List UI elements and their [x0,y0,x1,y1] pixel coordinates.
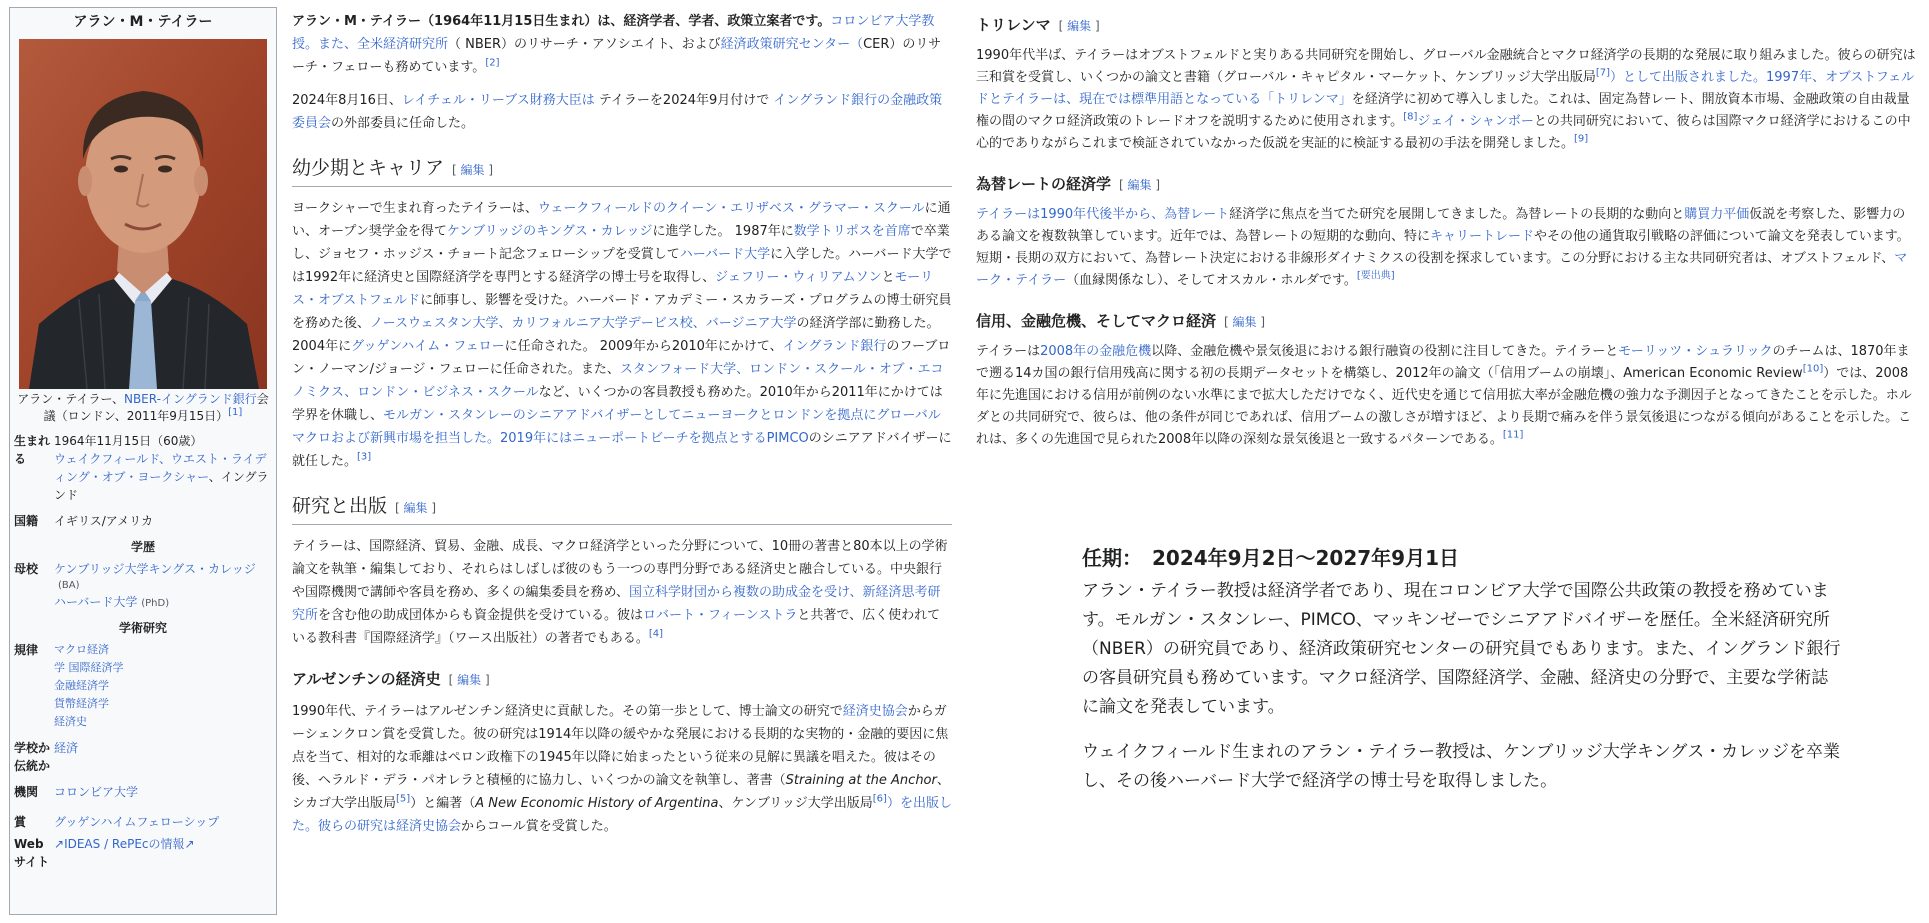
edit-link[interactable]: 編集 [1067,19,1092,33]
institution-link[interactable]: コロンビア大学 [54,784,139,799]
link[interactable]: 国立科学財団から複数の助成金を受け、新経済思考研究所 [292,585,941,623]
link[interactable]: 2008年の金融危機 [1040,344,1152,359]
link[interactable]: 経済史協会 [842,704,908,719]
link[interactable]: ノースウェスタン大学、カリフォルニア大学デービス校、バージニア大学 [370,316,797,331]
discipline-list [54,641,270,731]
edit-link[interactable]: 編集 [457,673,482,687]
website-link-text: IDEAS / RePEcの情報 [64,836,185,851]
text: からガーシェンクロン賞を受賞した。彼の研究は1914年以降の緩やかな発展における長期的な実物的・金融的要因に焦点を当て、相対的な乖離はペロン政権下の1945年以降に始まったという従来の見解に異議を唱えた。彼はその後、ヘラルド・デラ・パオレラと積極的に協力し、いくつかの論文を執筆し、著書（ [292,704,949,788]
text: に通い、オープン奨学金を得て [292,201,951,239]
link[interactable]: ジェフリー・ウィリアムソン [715,270,882,285]
alma-label: 母校 [14,561,39,576]
edit-link[interactable]: 編集 [1127,178,1152,192]
text: ヨークシャーで生まれ育ったテイラーは、 [292,201,538,216]
awards-label: 賞 [14,814,27,829]
edit-link[interactable]: 編集 [1232,315,1257,329]
career-paragraph [292,197,952,473]
intro-text: テイラーを2024年9月付けで [594,93,774,108]
intro-text: 2024年8月16日、 [292,93,402,108]
text: との共同研究において、彼らは国際マクロ経済学におけるこの中心的でありながらこれまで検証されていなかった仮説を実証的に検証する最初の手法を開発しました。 [976,114,1911,151]
link[interactable]: スタンフォード大学、ロンドン・スクール・オブ・エコノミクス、ロンドン・ビジネス・スクール [292,362,944,400]
edit-link[interactable]: 編集 [403,501,428,515]
heading-text: 研究と出版 [292,495,388,517]
text: ）と編著（ [410,796,476,811]
text: テイラーは [976,344,1041,359]
trilemma-paragraph [976,45,1916,155]
text: を含む他の助成団体からも資金提供を受けている。彼は [318,608,644,623]
cepr-link[interactable]: 経済政策研究センター（ [720,37,864,52]
heading-text: トリレンマ [976,16,1051,34]
alma-link-harvard[interactable]: ハーバード大学 [54,594,138,609]
reeves-link[interactable]: レイチェル・リーブス財務大臣は [401,93,595,108]
ref-link[interactable]: [6] [872,793,887,805]
term-paragraph-2: ウェイクフィールド生まれのアラン・テイラー教授は、ケンブリッジ大学キングス・カレッジを卒業し、その後ハーバード大学で経済学の博士号を取得しました。 [1082,742,1841,791]
external-link-icon: ↗ [54,836,65,851]
nationality-row [10,506,276,532]
institution-label: 機関 [14,784,39,799]
ref-link[interactable]: [8] [1403,111,1418,123]
born-date: 1964年11月15日（60歳） [54,433,203,448]
section-heading-credit: 信用、金融危機、そしてマクロ経済 [ 編集 ] [976,312,1266,330]
text: ）では、2008年に先進国における信用が前例のない水準にまで拡大しただけでなく、近代史を通じて信用拡大率が金融危機の強力な予測因子となってきたことを示した。ホルダとの共同研究で、彼らは、他の条件が同じであれば、信用ブームの激しさが増すほど、より長期で痛みを伴う景気後退につながる傾向があることを示した。これは、多くの先進国で見られた2008年以降の深刻な景気後退と一致するパターンである。 [976,366,1912,447]
discipline-link[interactable]: 学 国際経済学 [54,660,124,674]
heading-text: 為替レートの経済学 [976,175,1112,193]
link[interactable]: 購買力平価 [1684,207,1750,222]
discipline-link[interactable]: 経済史 [54,714,87,728]
ref-link[interactable]: [7] [1595,67,1611,79]
term-paragraph-1: アラン・テイラー教授は経済学者であり、現在コロンビア大学で国際公共政策の教授を務めています。モルガン・スタンレー、PIMCO、マッキンゼーでシニアアドバイザーを歴任。全米経済研究所（NBER）の研究員であり、経済政策研究センターの研究員でもあります。また、イングランド銀行の客員研究員も務めています。マクロ経済学、国際経済学、金融、経済史の分野で、主要な学術誌に論文を発表しています。 [1082,581,1841,717]
intro-paragraph-1 [292,10,952,79]
ref-link[interactable]: [3] [357,451,372,463]
text: のチームは、1870年まで遡る14カ国の銀行信用残高に関する初の長期データセットを構築し、2012年の論文（「信用ブームの崩壊」、American Economic Review [976,344,1910,381]
text: と共著で、広く使われている教科書『国際経済学』（ワース出版社）の著者でもある。 [292,608,941,646]
intro-text: アラン・M・テイラー（1964年11月15日生まれ）は、経済学者、学者、政策立案者です。 [292,14,831,29]
text: に師事し、影響を受けた。ハーバード・アカデミー・スカラーズ・プログラムの博士研究員を務めた後、 [292,293,952,331]
text: からコール賞を受賞した。 [461,819,617,834]
alma-value [54,560,270,611]
born-place-post: 、イングランド [54,469,269,502]
section-heading-trilemma: トリレンマ [ 編集 ] [976,16,1100,34]
link[interactable]: ）として出版されました。1997年、オブストフェルドとテイラーは、現在では標準用語となっている「トリレンマ」 [976,70,1915,107]
article-column-right [976,10,1916,461]
link[interactable]: ）を出版した。彼らの研究は経済史協会 [292,796,952,834]
ref-link[interactable]: [10] [1802,363,1824,375]
alma-degree-phd: (PhD) [141,597,170,609]
text: に入学した。ハーバード大学では1992年に経済史と国際経済学を専門とする経済学の博士号を取得し、 [292,247,952,285]
portrait-image [19,39,267,389]
text: やその他の通貨取引戦略の評価について論文を発表しています。短期・長期の双方において、為替レート決定における非線形ダイナミクスの役割を探求しています。この分野における主な共同研究者は、オブストフェルド、 [976,229,1910,266]
research-paragraph [292,535,952,650]
ref-link[interactable]: [5] [396,793,411,805]
intro-paragraph-2 [292,89,952,135]
text: に進学した。 1987年に [652,224,794,239]
born-value [54,432,270,504]
school-link[interactable]: 経済 [54,740,79,755]
book-title: A New Economic History of Argentina [475,796,719,811]
discipline-row [10,639,276,733]
text: のフーブロン・ノーマン/ジョージ・フェローに任命された。また、 [292,339,951,377]
external-link-icon: ↗ [184,836,195,851]
term-summary [1082,544,1842,812]
photo-caption [10,389,276,430]
intro-text: CER）のリサーチ・フェローも務めています。 [292,37,942,75]
alma-link-kings[interactable]: ケンブリッジ大学キングス・カレッジ [54,561,256,576]
section-heading-research: 研究と出版 [ 編集 ] [292,495,952,525]
link[interactable]: ケンブリッジのキングス・カレッジ [446,224,653,239]
text: のシニアアドバイザーに就任した。 [292,431,952,469]
edit-link[interactable]: 編集 [460,163,485,177]
website-link[interactable] [54,837,195,851]
portrait-photo[interactable] [19,39,267,389]
book-title: Straining at the Anchor [785,773,937,788]
text: （血縁関係なし）、そしてオスカル・ホルダです。 [1066,273,1357,288]
alma-row [10,558,276,613]
section-heading-career: 幼少期とキャリア [ 編集 ] [292,157,952,187]
caption-text-post: 会議（ロンドン、2011年9月15日） [43,392,269,424]
heading-text: 信用、金融危機、そしてマクロ経済 [976,312,1217,330]
text: で卒業し、ジョセフ・ホッジス・チョート記念フェローシップを受賞して [292,224,950,262]
caption-ref[interactable]: [1] [228,407,243,419]
ref-link[interactable]: [2] [485,57,500,69]
awards-link[interactable]: グッゲンハイムフェローシップ [54,814,220,829]
term-heading: 任期： 2024年9月2日〜2027年9月1日 [1082,546,1459,570]
section-heading-argentina: アルゼンチンの経済史 [ 編集 ] [292,670,490,688]
infobox-title: アラン・M・テイラー [73,14,213,30]
discipline-label: 規律 [14,642,39,657]
nationality-value: イギリス/アメリカ [54,513,153,528]
website-label: Webサイト [14,836,50,869]
link[interactable]: マーク・テイラー [976,251,1908,288]
link[interactable]: ハーバード大学 [679,247,771,262]
caption-text: アラン・テイラー、 [17,392,124,406]
text: 以降、金融危機や景気後退における銀行融資の役割に注目してきた。テイラーと [1151,344,1619,359]
credit-paragraph [976,341,1916,451]
text: に任命された。 2009年から2010年にかけて、 [504,339,783,354]
text: など、いくつかの客員教授も務めた。2010年から2011年にかけては学界を休職し、 [292,385,943,423]
intro-text: の外部委員に任命した。 [331,116,475,131]
awards-row [10,803,276,833]
text: 1990年代半ば、テイラーはオブストフェルドと実りある共同研究を開始し、グローバル金融統合とマクロ経済学の長期的な発展に取り組みました。彼らの研究は三和賞を受賞し、いくつかの論文と書籍（グローバル・キャピタル・マーケット、ケンブリッジ大学出版局 [976,48,1916,85]
fx-paragraph [976,204,1916,292]
text: テイラーは、国際経済、貿易、金融、成長、マクロ経済学といった分野について、10冊の著書と80本以上の学術論文を執筆・編集しており、それらはしばしば彼のもう一つの専門分野である経済史と融合している。中央銀行や国際機関で講師や客員を務め、多くの編集委員を務め、 [292,539,948,600]
school-label: 学校か伝統か [14,740,51,773]
text: 、シカゴ大学出版局 [292,773,950,811]
link[interactable]: グッゲンハイム・フェロー [351,339,505,354]
website-row [10,833,276,873]
school-row [10,733,276,777]
caption-link[interactable]: NBER-イングランド銀行 [123,392,257,406]
citation-needed-link[interactable]: [要出典] [1356,270,1395,282]
ref-link[interactable]: [4] [648,628,664,640]
research-section-header: 学術研究 [118,620,167,635]
text: 仮説を考察した、影響力のある論文を複数執筆しています。近年では、為替レートの短期的な動向、特に [976,207,1906,244]
text: と [881,270,895,285]
link[interactable]: ウェークフィールドのクイーン・エリザベス・グラマー・スクール [537,201,925,216]
heading-text: アルゼンチンの経済史 [292,670,441,688]
nationality-label: 国籍 [14,513,39,528]
link[interactable]: テイラーは1990年代後半から、為替レート [976,207,1230,222]
text: 1990年代、テイラーはアルゼンチン経済史に貢献した。その第一歩として、博士論文の研究で [292,704,843,719]
text: 、ケンブリッジ大学出版局 [718,796,873,811]
link[interactable]: イングランド銀行 [782,339,887,354]
link[interactable]: ジェイ・シャンボー [1417,114,1534,129]
columbia-link[interactable]: コロンビア大学教授。また、全米経済研究所 [292,14,935,52]
alma-degree-ba: (BA) [58,579,80,591]
intro-text: （ NBER）のリサーチ・アソシエイト、および [448,37,721,52]
text: 経済学に焦点を当てた研究を展開してきました。為替レートの長期的な動向と [1229,207,1685,222]
heading-text: 幼少期とキャリア [292,157,445,179]
discipline-link[interactable]: マクロ経済 [54,642,109,656]
text: の経済学部に勤務した。2004年に [292,316,940,354]
education-section-header: 学歴 [130,539,155,554]
article-column-left [292,10,952,848]
link[interactable]: 数学トリポスを首席 [793,224,911,239]
infobox [9,7,277,915]
born-row [10,430,276,506]
mpc-link[interactable]: イングランド銀行の金融政策委員会 [292,93,943,131]
link[interactable]: ロバート・フィーンストラ [643,608,798,623]
born-place-link[interactable]: ウェイクフィールド、ウエスト・ライディング・オブ・ヨークシャー [54,451,267,484]
link[interactable]: モーリス・オブストフェルド [292,270,934,308]
link[interactable]: モルガン・スタンレーのシニアアドバイザーとしてニューヨークとロンドンを拠点にグローバルマクロおよび新興市場を担当した。2019年にはニューポートビーチを拠点とするPIMCO [292,408,941,446]
discipline-link[interactable]: 貨幣経済学 [54,696,109,710]
ref-link[interactable]: [9] [1574,133,1589,145]
argentina-paragraph [292,700,952,838]
link[interactable]: モーリッツ・シュラリック [1618,344,1773,359]
born-label: 生まれる [14,433,51,466]
text: を経済学に初めて導入しました。これは、固定為替レート、開放資本市場、金融政策の自由裁量権の間のマクロ経済政策のトレードオフを説明するために使用されます。 [976,92,1910,129]
institution-row [10,777,276,803]
link[interactable]: キャリートレード [1429,229,1534,244]
section-heading-fx: 為替レートの経済学 [ 編集 ] [976,175,1161,193]
ref-link[interactable]: [11] [1502,429,1524,441]
discipline-link[interactable]: 金融経済学 [54,678,109,692]
